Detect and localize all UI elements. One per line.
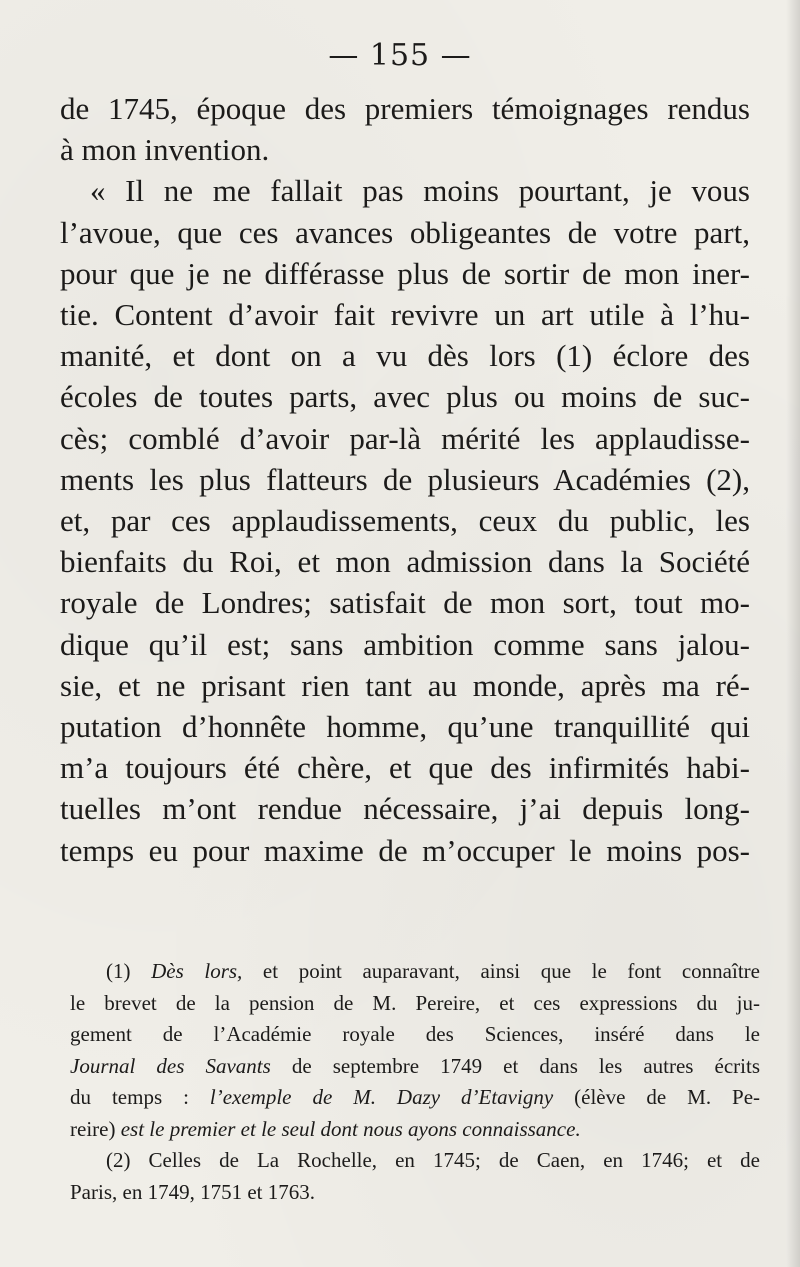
text-line: dique qu’il est; sans ambition comme sans jalou- xyxy=(60,626,750,662)
footnotes xyxy=(70,956,760,1208)
footnote-1-italic: Dès lors, xyxy=(151,959,243,983)
text-line: et, par ces applaudissements, ceux du public, les xyxy=(60,503,750,539)
text-line: écoles de toutes parts, avec plus ou moins de suc- xyxy=(60,379,750,415)
text-line: sie, et ne prisant rien tant au monde, après ma ré- xyxy=(60,667,750,703)
footnote-1-text: de septembre 1749 et dans les autres écrits xyxy=(270,1053,760,1078)
text-line: tie. Content d’avoir fait revivre un art utile à l’hu- xyxy=(60,297,750,333)
text-line: à mon invention. xyxy=(60,132,270,168)
footnote-2-line: Paris, en 1749, 1751 et 1763. xyxy=(70,1179,315,1204)
footnote-1-text: (élève de M. Pe- xyxy=(553,1085,761,1109)
text-line: tuelles m’ont rendue nécessaire, j’ai depuis long- xyxy=(60,791,750,827)
footnote-1-line xyxy=(70,1051,760,1083)
page-edge-shadow xyxy=(786,0,800,1267)
text-line: de 1745, époque des premiers témoignages rendus xyxy=(60,91,750,126)
footnote-2-line: (2) Celles de La Rochelle, en 1745; de Caen, en 1746; et de xyxy=(106,1148,760,1172)
text-line: bienfaits du Roi, et mon admission dans la Société xyxy=(60,544,750,580)
text-line: royale de Londres; satisfait de mon sort, tout mo- xyxy=(60,585,750,621)
page-number: — 155 — xyxy=(328,38,472,73)
footnote-1-number: (1) xyxy=(106,959,152,983)
footnote-1-text: du temps : xyxy=(70,1085,210,1109)
text-line: « Il ne me fallait pas moins pourtant, je vous xyxy=(90,173,750,209)
text-line: ments les plus flatteurs de plusieurs Académies (2), xyxy=(60,461,750,497)
text-line: cès; comblé d’avoir par-là mérité les applaudisse- xyxy=(60,420,750,456)
footnote-1-line xyxy=(70,1114,760,1146)
footnote-1-line: gement de l’Académie royale des Sciences, inséré dans le xyxy=(70,1022,760,1046)
footnote-1-journal-title: Journal des Savants xyxy=(70,1053,271,1078)
footnote-1-line xyxy=(70,956,760,988)
main-text xyxy=(60,88,750,871)
text-line: manité, et dont on a vu dès lors (1) éclore des xyxy=(60,338,750,374)
footnote-1-italic: est le premier et le seul dont nous ayons connaissance. xyxy=(120,1116,581,1141)
footnote-1-italic: l’exemple de M. Dazy d’Etavigny xyxy=(209,1085,554,1109)
text-line: m’a toujours été chère, et que des infirmités habi- xyxy=(60,750,750,786)
text-line: temps eu pour maxime de m’occuper le moins pos- xyxy=(60,832,750,868)
text-line: pour que je ne différasse plus de sortir de mon iner- xyxy=(60,255,750,291)
footnote-1-line: le brevet de la pension de M. Pereire, et ces expressions du ju- xyxy=(70,990,760,1015)
text-line: l’avoue, que ces avances obligeantes de votre part, xyxy=(60,214,750,250)
footnote-1-line xyxy=(70,1082,760,1114)
footnote-1-text: reire) xyxy=(70,1116,121,1141)
footnote-1-text: et point auparavant, ainsi que le font connaître xyxy=(242,959,760,983)
text-line: putation d’honnête homme, qu’une tranquillité qui xyxy=(60,709,750,745)
